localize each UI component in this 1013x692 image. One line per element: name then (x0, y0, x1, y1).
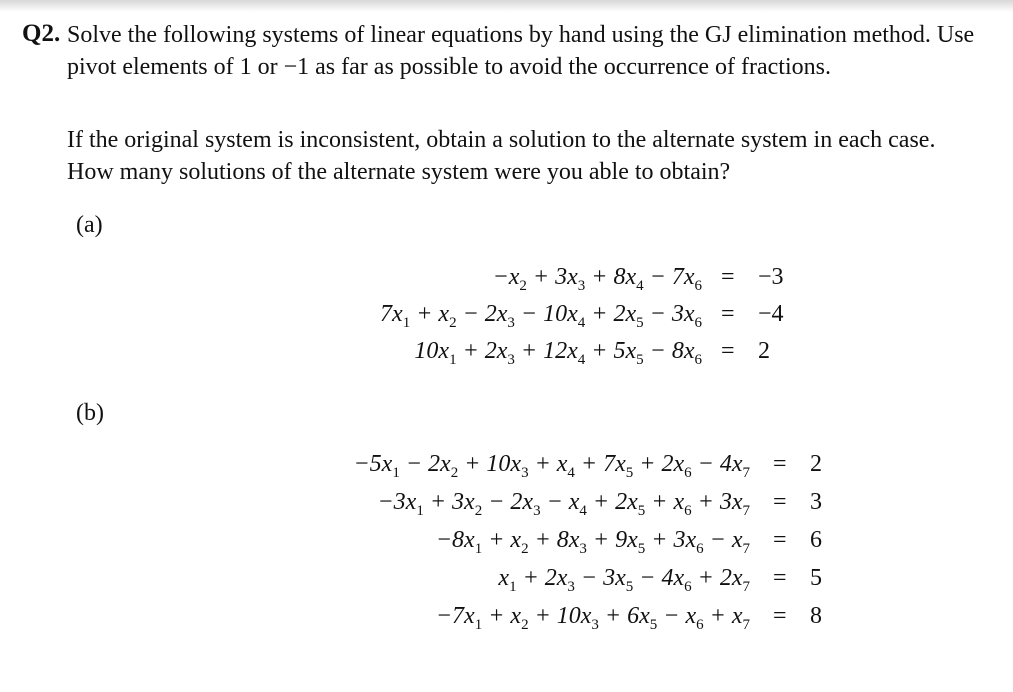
equation-rhs: −3 (758, 264, 784, 290)
equation-rhs: −4 (758, 301, 784, 327)
question-paragraph-1: Solve the following systems of linear equations by hand using the GJ elimination method. Use pivot elements of 1 or −1 as far as possible to avoid the occurrence of fractions. (67, 22, 975, 80)
equation-rhs: 8 (810, 603, 822, 629)
part-b-label: (b) (76, 400, 104, 426)
equation-rhs: 6 (810, 527, 822, 553)
equals-sign: = (773, 527, 787, 553)
equals-sign: = (721, 301, 735, 327)
equals-sign: = (773, 603, 787, 629)
equation-lhs-text: $-3x_1 + 3x_2 - 2x_3 - x_4 + 2x_5 + x_6 + 3x_7$ (377, 489, 750, 519)
equation-lhs-text: $10x_1 + 2x_3 + 12x_4 + 5x_5 - 8x_6$ (414, 338, 702, 368)
equals-sign: = (773, 451, 787, 477)
equals-sign: = (773, 565, 787, 591)
question-paragraph-2: If the original system is inconsistent, obtain a solution to the alternate system in each case. How many solutions of the alternate system were you able to obtain? (67, 127, 936, 185)
equals-sign: = (721, 264, 735, 290)
equals-sign: = (773, 489, 787, 515)
part-a-label: (a) (76, 212, 103, 238)
equation-lhs-text: $7x_1 + x_2 - 2x_3 - 10x_4 + 2x_5 - 3x_6$ (380, 301, 702, 331)
equation-lhs-text: $-8x_1 + x_2 + 8x_3 + 9x_5 + 3x_6 - x_7$ (435, 527, 750, 557)
equation-rhs: 2 (810, 451, 822, 477)
equals-sign: = (721, 338, 735, 364)
question-number: Q2. (22, 20, 61, 47)
equation-lhs-text: $x_1 + 2x_3 - 3x_5 - 4x_6 + 2x_7$ (498, 565, 750, 595)
equation-lhs-text: $-x_2 + 3x_3 + 8x_4 - 7x_6$ (492, 264, 702, 294)
equation-rhs: 5 (810, 565, 822, 591)
equation-lhs-text: $-7x_1 + x_2 + 10x_3 + 6x_5 - x_6 + x_7$ (435, 603, 750, 633)
equation-lhs-text: $-5x_1 - 2x_2 + 10x_3 + x_4 + 7x_5 + 2x_6 - 4x_7$ (353, 451, 750, 481)
equation-rhs: 3 (810, 489, 822, 515)
top-shadow (0, 0, 1013, 12)
equation-rhs: 2 (758, 338, 770, 364)
